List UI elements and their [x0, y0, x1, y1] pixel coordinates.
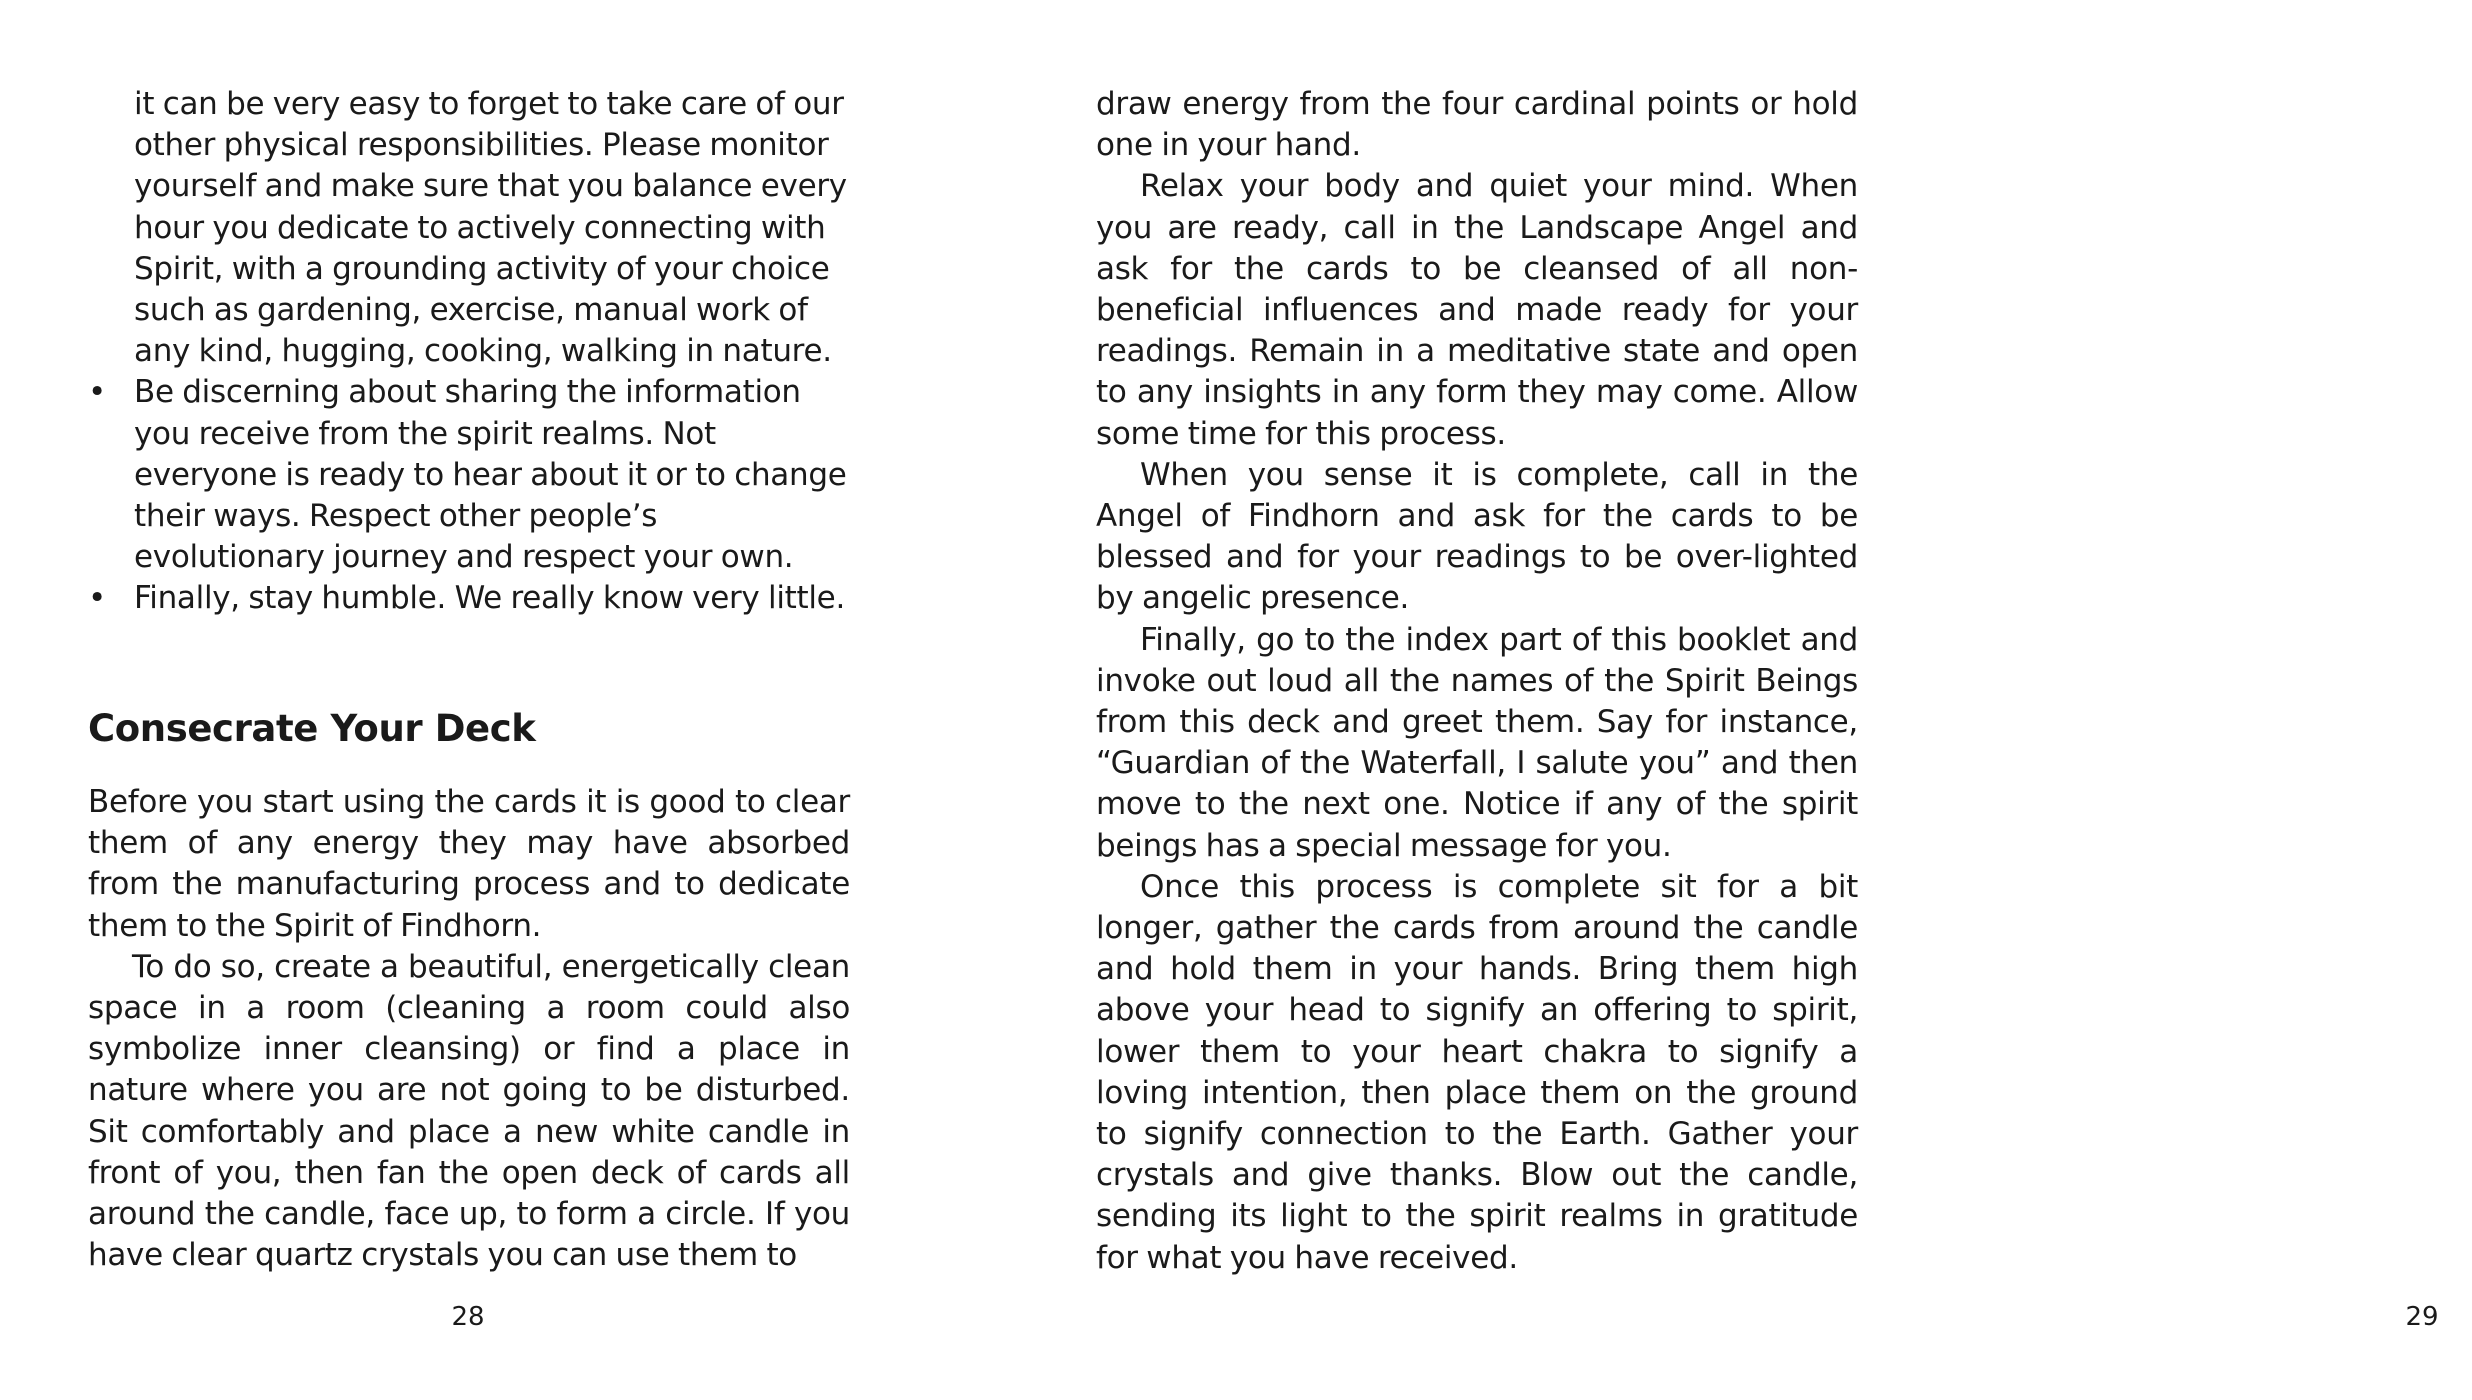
paragraph: When you sense it is complete, call in the Angel of Findhorn and ask for the cards to be blessed and for your readings to be over-lighted by angelic presence. [1096, 456, 1858, 617]
paragraph: Before you start using the cards it is good to clear them of any energy they may have absorbed from the manufacturing process and to dedicate them to the Spirit of Findhorn. [88, 784, 850, 944]
paragraph: Relax your body and quiet your mind. When you are ready, call in the Landscape Angel and ask for the cards to be cleansed of all non-beneficial influences and made ready for your readings. Remain in a meditative state and open to any insights in any form they may come. Allow some time for this process. [1096, 168, 1858, 452]
bullet-icon: • [88, 580, 106, 617]
paragraph: Once this process is complete sit for a bit longer, gather the cards from around the candle and hold them in your hands. Bring them high above your head to signify an offering to spirit, lower them to your heart chakra to signify a loving intention, then place them on the ground to signify connection to the Earth. Gather your crystals and give thanks. Blow out the candle, sending its light to the spirit realms in gratitude for what you have received. [1096, 868, 1858, 1276]
left-body-text [88, 782, 850, 1276]
paragraph: To do so, create a beautiful, energetically clean space in a room (cleaning a room could also symbolize inner cleansing) or find a place in nature where you are not going to be disturbed. Sit comfortably and place a new white candle in front of you, then fan the open deck of cards all around the candle, face up, to form a circle. If you have clear quartz crystals you can use them to [88, 948, 850, 1274]
paragraph: draw energy from the four cardinal points or hold one in your hand. [1096, 86, 1858, 164]
paragraph: Finally, go to the index part of this booklet and invoke out loud all the names of the Spirit Beings from this deck and greet them. Say for instance, “Guardian of the Waterfall, I salute you” and then move to the next one. Notice if any of the spirit beings has a special message for you. [1096, 621, 1858, 864]
bullet-section [88, 84, 850, 620]
page-number: 29 [2405, 1302, 2439, 1332]
right-page [980, 0, 2439, 1400]
bullet-text: Finally, stay humble. We really know very little. [134, 580, 846, 617]
left-page [0, 0, 980, 1400]
bullet-continuation: it can be very easy to forget to take care of our other physical responsibilities. Please monitor yourself and make sure that you balance every hour you dedicate to actively connecting with Spirit, with a grounding activity of your choice such as gardening, exercise, manual work of any kind, hugging, cooking, walking in nature. [134, 86, 847, 370]
bullet-item [88, 578, 850, 619]
section-heading: Consecrate Your Deck [88, 707, 536, 750]
right-body-text [1096, 84, 1858, 1279]
bullet-icon: • [88, 374, 106, 411]
bullet-list [88, 372, 850, 619]
bullet-item [88, 372, 850, 578]
page-number: 28 [451, 1302, 485, 1332]
bullet-text: Be discerning about sharing the information you receive from the spirit realms. Not everyone is ready to hear about it or to change their ways. Respect other people’s evolutionary journey and respect your own. [134, 374, 847, 576]
